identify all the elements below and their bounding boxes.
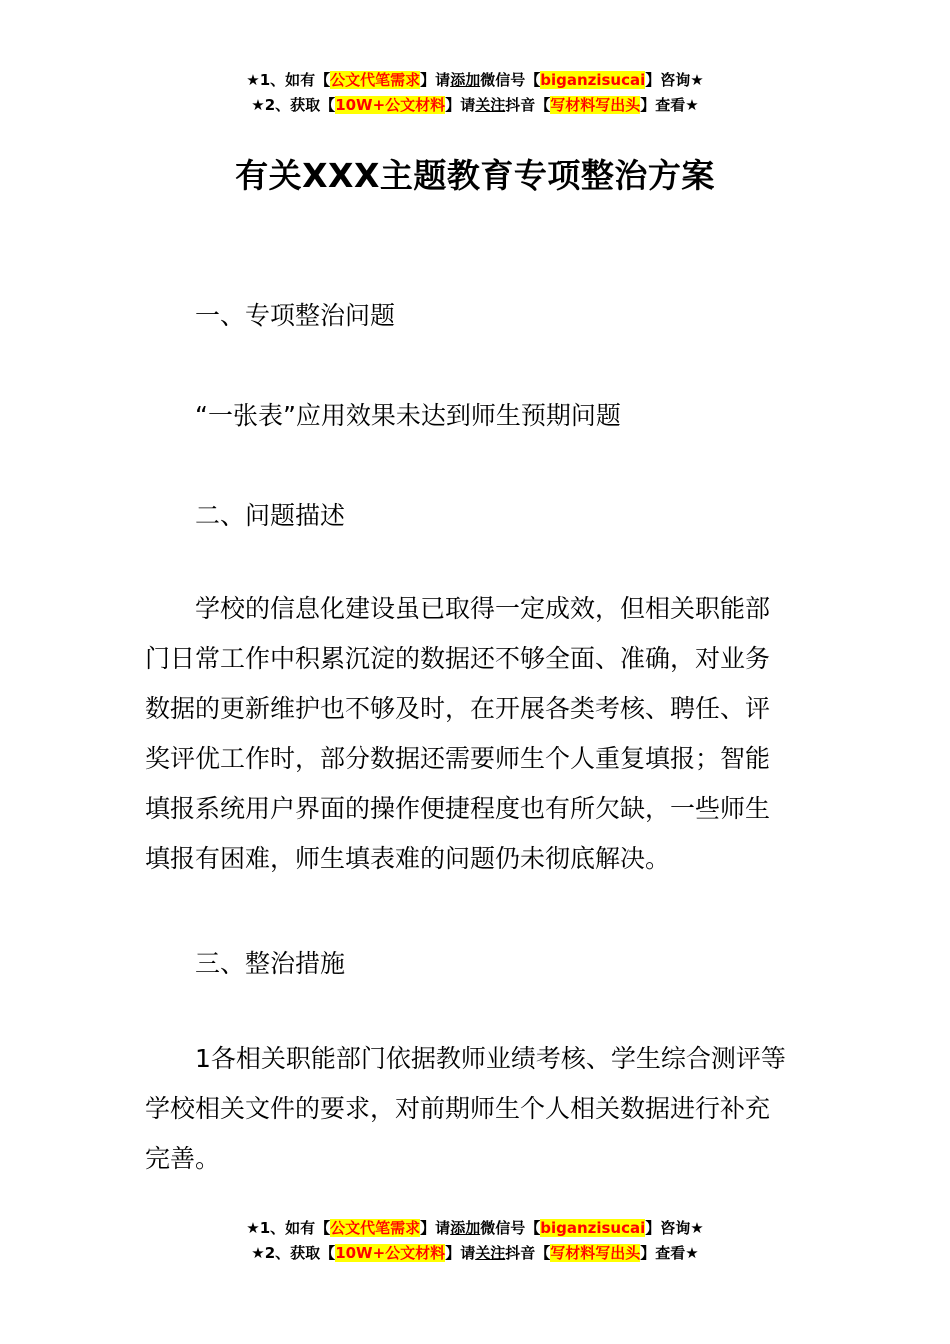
banner-underlined: 添加 [450,71,481,89]
banner-text: 微信号【 [480,1219,541,1237]
banner-text: 】请 [420,71,451,89]
banner-text: 】查看★ [640,1244,699,1262]
paragraph-line: 学校相关文件的要求，对前期师生个人相关数据进行补充 [145,1094,771,1123]
banner-line-2 [0,1241,950,1266]
section-heading-2: 二、问题描述 [195,501,346,530]
description-paragraph [145,584,810,884]
banner-text: 】请 [420,1219,451,1237]
banner-text: ★1、如有【 [246,71,331,89]
banner-text: 抖音【 [505,96,551,114]
banner-douyin-id: 写材料写出头 [550,1244,641,1262]
banner-underlined: 关注 [475,1244,506,1262]
section-heading-3: 三、整治措施 [195,949,346,978]
banner-text: 】咨询★ [645,71,704,89]
banner-line-1 [0,1216,950,1241]
banner-douyin-id: 写材料写出头 [550,96,641,114]
banner-text: 】请 [445,96,476,114]
banner-text: 】查看★ [640,96,699,114]
paragraph-line: 填报系统用户界面的操作便捷程度也有所欠缺，一些师生 [145,794,771,823]
bottom-banner [0,1216,950,1266]
banner-line-2 [0,93,950,118]
banner-text: ★1、如有【 [246,1219,331,1237]
paragraph-line: 数据的更新维护也不够及时，在开展各类考核、聘任、评 [145,694,771,723]
paragraph-line: 门日常工作中积累沉淀的数据还不够全面、准确，对业务 [145,644,771,673]
banner-underlined: 关注 [475,96,506,114]
document-title: 有关XXX主题教育专项整治方案 [235,156,715,195]
top-banner [0,68,950,118]
banner-text: 】请 [445,1244,476,1262]
banner-wechat-id: biganzisucai [540,1219,646,1237]
paragraph-line: 完善。 [145,1144,221,1173]
paragraph-line: 学校的信息化建设虽已取得一定成效，但相关职能部 [195,594,771,623]
banner-text: ★2、获取【 [251,1244,336,1262]
paragraph-line: 1各相关职能部门依据教师业绩考核、学生综合测评等 [195,1044,786,1073]
banner-highlight: 公文代笔需求 [330,71,421,89]
banner-underlined: 添加 [450,1219,481,1237]
banner-text: ★2、获取【 [251,96,336,114]
paragraph-line: 奖评优工作时，部分数据还需要师生个人重复填报；智能 [145,744,771,773]
banner-wechat-id: biganzisucai [540,71,646,89]
banner-text: 抖音【 [505,1244,551,1262]
paragraph-line: 填报有困难，师生填表难的问题仍未彻底解决。 [145,844,671,873]
measures-paragraph [145,1034,810,1184]
banner-line-1 [0,68,950,93]
banner-highlight: 10W+公文材料 [335,96,446,114]
issue-statement: “一张表”应用效果未达到师生预期问题 [195,401,621,430]
banner-highlight: 10W+公文材料 [335,1244,446,1262]
section-heading-1: 一、专项整治问题 [195,301,396,330]
banner-text: 】咨询★ [645,1219,704,1237]
banner-text: 微信号【 [480,71,541,89]
banner-highlight: 公文代笔需求 [330,1219,421,1237]
